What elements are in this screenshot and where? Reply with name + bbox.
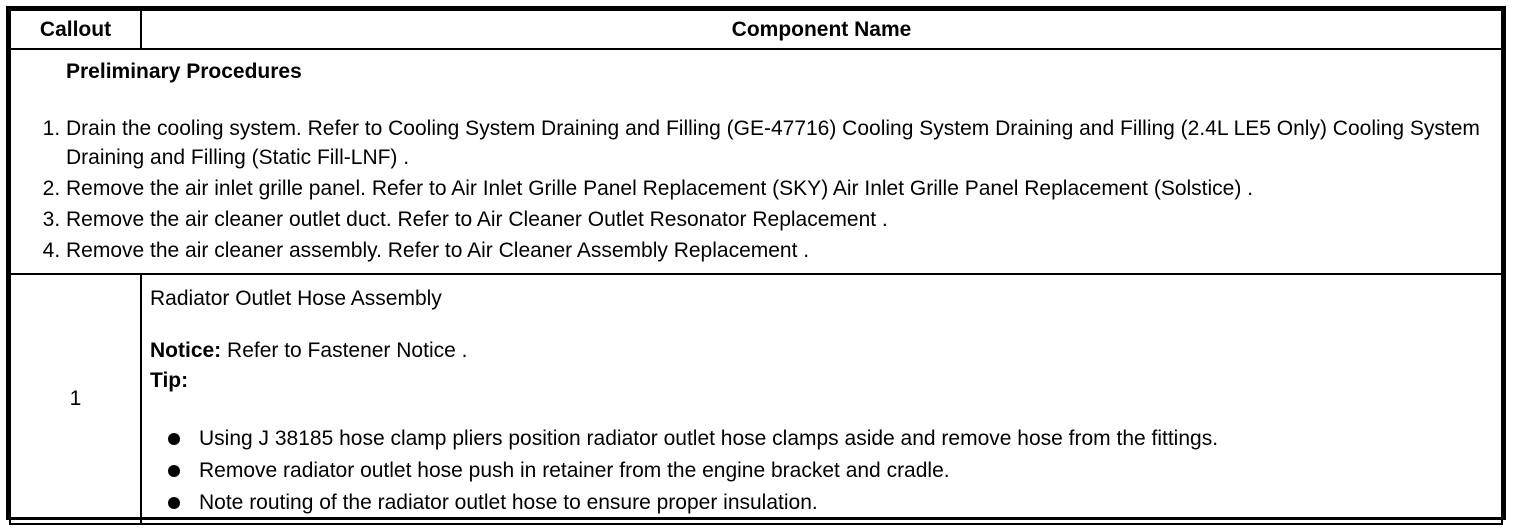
bullet-icon: [168, 497, 180, 509]
table-header-row: [10, 10, 1502, 49]
tip-item: [168, 487, 1493, 519]
tip-label: Tip:: [150, 369, 189, 392]
preliminary-steps-list: [11, 114, 1501, 265]
callout-header: Callout: [10, 10, 141, 49]
tip-text: Remove radiator outlet hose push in retainer from the engine bracket and cradle.: [199, 459, 950, 482]
table-row: [10, 274, 1502, 524]
tip-text: Note routing of the radiator outlet hose to ensure proper insulation.: [199, 491, 818, 514]
tips-list: [150, 423, 1493, 519]
tip-text: Using J 38185 hose clamp pliers position radiator outlet hose clamps aside and remove hose from the fittings.: [199, 427, 1219, 450]
preliminary-step: 3. Remove the air cleaner outlet duct. Refer to Air Cleaner Outlet Resonator Replacement .: [66, 205, 1501, 234]
tip-item: [168, 455, 1493, 487]
notice-text: Refer to Fastener Notice .: [221, 339, 468, 362]
procedure-table-container: [6, 6, 1506, 520]
bullet-icon: [168, 433, 180, 445]
tip-item: [168, 423, 1493, 455]
preliminary-step: 1. Drain the cooling system. Refer to Cooling System Draining and Filling (GE-47716) Cooling System Draining and Filling (2.4L LE5 Only) Cooling System Draining and Filling (Static Fill-LNF) .: [66, 114, 1501, 172]
preliminary-title: Preliminary Procedures: [66, 60, 302, 83]
component-name: Radiator Outlet Hose Assembly: [150, 287, 442, 310]
callout-number: 1: [10, 274, 141, 524]
bullet-icon: [168, 465, 180, 477]
component-cell: [141, 274, 1502, 524]
preliminary-step: 2. Remove the air inlet grille panel. Refer to Air Inlet Grille Panel Replacement (SKY) Air Inlet Grille Panel Replacement (Solstice) .: [66, 174, 1501, 203]
preliminary-row: [10, 49, 1502, 274]
preliminary-cell: [10, 49, 1502, 274]
notice-line: [150, 339, 1493, 363]
component-name-header: Component Name: [141, 10, 1502, 49]
procedure-table: [9, 9, 1503, 525]
notice-label: Notice:: [150, 339, 222, 362]
preliminary-step: 4. Remove the air cleaner assembly. Refer to Air Cleaner Assembly Replacement .: [66, 236, 1501, 265]
